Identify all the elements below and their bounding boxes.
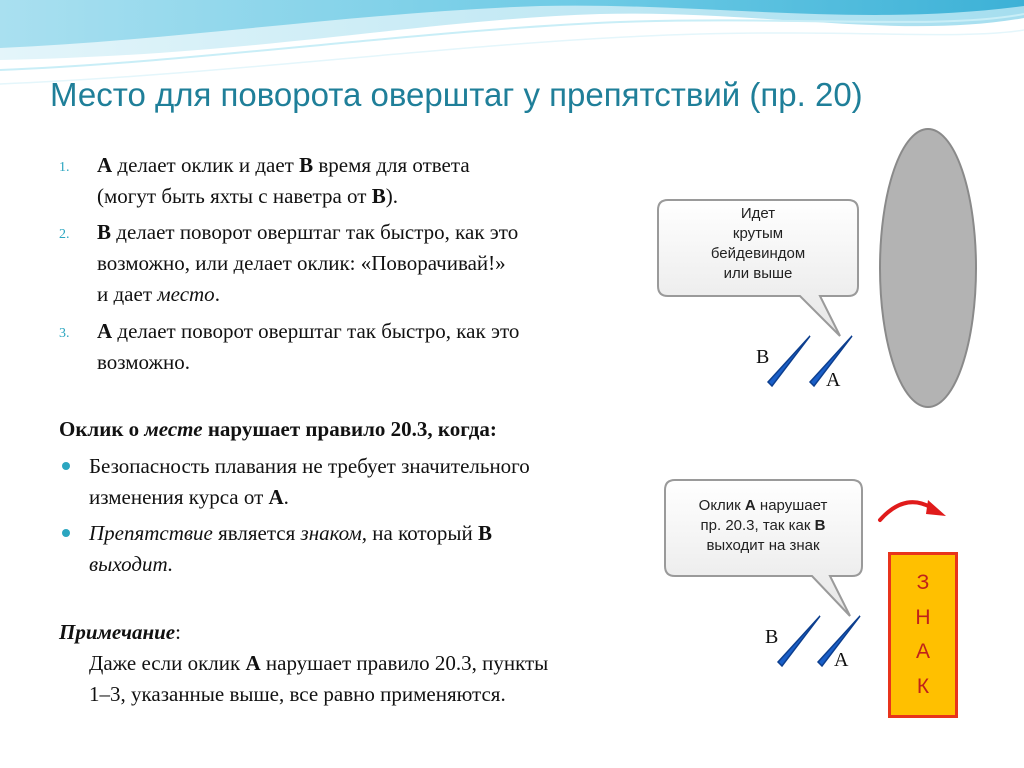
obstacle-ellipse — [880, 129, 976, 407]
note-label: Примечание: — [59, 620, 181, 644]
boat-label-bottom-a: А — [834, 649, 849, 671]
list-item-3: А делает поворот оверштаг так быстро, как это возможно. — [97, 319, 520, 374]
list-item-2: В делает поворот оверштаг так быстро, как это возможно, или делает оклик: «Поворачивай!» и дает место. — [97, 220, 519, 306]
violation-heading: Оклик о месте нарушает правило 20.3, когда: — [59, 417, 497, 441]
slide-title: Место для поворота оверштаг у препятствий (пр. 20) — [50, 76, 863, 113]
list-number-2: 2. — [59, 227, 70, 242]
turn-arrow-head — [926, 500, 946, 516]
sign-letter: З — [916, 571, 930, 595]
boat-label-top-b: В — [756, 346, 770, 368]
callout-top-text: Идет крутым бейдевиндом или выше — [710, 205, 806, 282]
boat-label-bottom-b: В — [765, 626, 779, 648]
sign-letter: К — [916, 674, 930, 698]
boat-label-top-a: А — [826, 369, 841, 391]
sign-letter: Н — [915, 605, 931, 629]
boat-bottom-b — [778, 616, 820, 666]
violation-bullet-2: Препятствие является знаком, на который В выходит. — [89, 521, 492, 576]
sign-letter: А — [915, 640, 930, 664]
note-text: Даже если оклик А нарушает правило 20.3, пункты 1–3, указанные выше, все равно применяются. — [89, 651, 549, 706]
list-number-1: 1. — [59, 160, 70, 175]
list-item-1: А делает оклик и дает В время для ответа (могут быть яхты с наветра от В). — [97, 153, 470, 208]
list-number-3: 3. — [59, 326, 70, 341]
boat-top-b — [768, 336, 810, 386]
violation-bullet-1: Безопасность плавания не требует значительного изменения курса от А. — [89, 454, 530, 509]
turn-arrow — [880, 502, 932, 520]
mark-sign — [888, 552, 958, 718]
callout-bottom-text: Оклик А нарушает пр. 20.3, так как В выходит на знак — [698, 497, 828, 554]
